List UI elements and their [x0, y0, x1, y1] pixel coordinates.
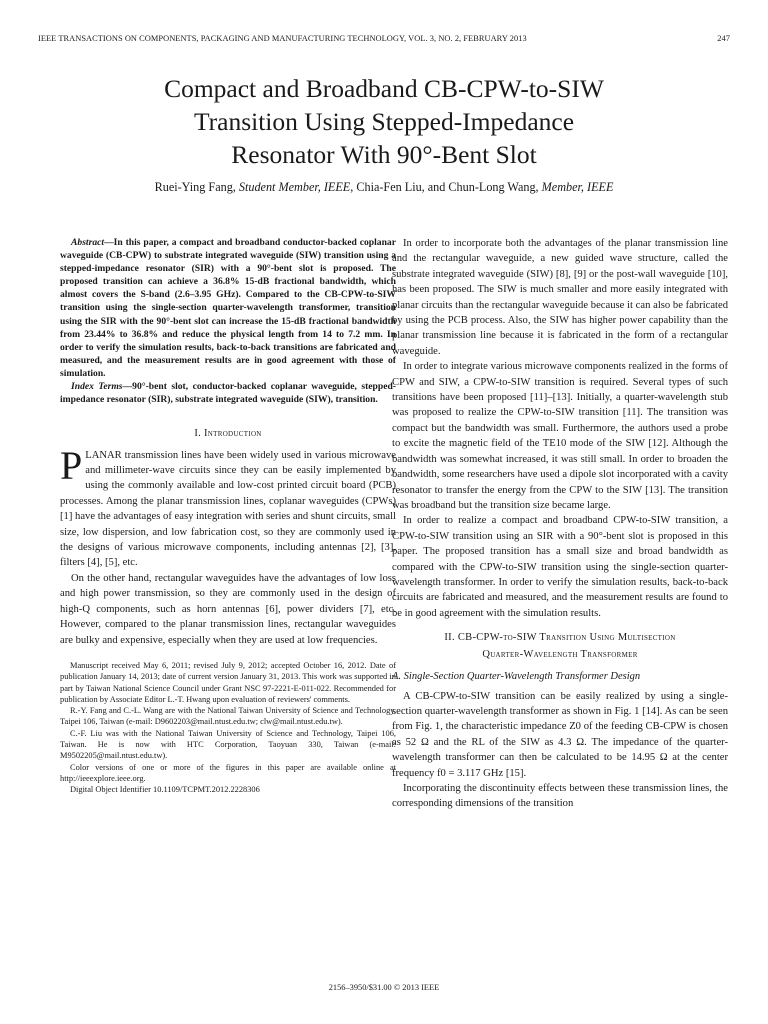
author-1: Ruei-Ying Fang, [154, 180, 236, 194]
title-line: Compact and Broadband CB-CPW-to-SIW [164, 74, 604, 103]
body-paragraph: Incorporating the discontinuity effects between these transmission lines, the corresponding dimensions of the transition [392, 783, 728, 810]
left-column [60, 236, 396, 795]
title-line: Transition Using Stepped-Impedance [193, 107, 575, 136]
body-paragraph: In order to incorporate both the advantages of the planar transmission line and the rectangular waveguide, a new guided wave structure, called the substrate integrated waveguide (SIW) [8], [9] or the post-wall waveguide [10], has been proposed. The SIW is much smaller and more easily integrated with planar circuits than the rectangular waveguide because it can also be fabricated by using the PCB process. Also, the SIW has higher power capability than the planar transmission line because it is fabricated in the form of a rectangular waveguide. [392, 238, 728, 357]
footnote: C.-F. Liu was with the National Taiwan University of Science and Technology, Taipei 106, Taiwan. He is now with HTC Corporation, Taoyuan 330, Taiwan (e-mail: M9502205@mail.ntust.edu.tw). [60, 728, 396, 761]
drop-cap: P [60, 442, 83, 488]
abstract [60, 236, 396, 380]
body-paragraph: On the other hand, rectangular waveguides have the advantages of low loss and high power transmission, so they are commonly used in the design of high-Q components, such as horn antennas [6], power dividers [7], etc. However, compared to the planar transmission lines, rectangular waveguides are bulky and expensive, especially when they are used at low frequencies. [60, 572, 396, 646]
body-paragraph: In order to integrate various microwave components realized in the forms of CPW and SIW, a CPW-to-SIW transition is required. Several types of such transitions have been proposed [11]–[13]. Initially, a quarter-wavelength stub was proposed to realize the CPW-to-SIW transition [11]. The transition was compact but the bandwidth was small. Furthermore, the authors used a probe to excite the magnetic field of the TE10 mode of the SIW [12]. Although the bandwidth was somewhat increased, it was still small. In order to broaden the bandwidth, some researchers have used a dipole slot incorporated with a cavity resonator to transfer the energy from the CPW to the SIW [13]. The transition was broadband but the transition size became large. [392, 361, 728, 511]
author-3-role: Member, IEEE [541, 180, 614, 194]
author-list [40, 180, 728, 195]
section-number: I. [194, 428, 202, 440]
section-2-heading [392, 629, 728, 663]
drop-cap-word: LANAR [85, 449, 122, 461]
abstract-label: Abstract [71, 237, 105, 248]
title-line: Resonator With 90°-Bent Slot [231, 140, 537, 169]
index-terms-label: Index Terms [71, 381, 123, 393]
footnote: R.-Y. Fang and C.-L. Wang are with the National Taiwan University of Science and Technology, Taipei 106, Taiwan (e-mail: D9602203@mail.ntust.edu.tw; clw@mail.ntust.edu.tw). [60, 706, 396, 727]
section-title: Introduction [204, 428, 262, 440]
section-title-line-1: CB-CPW-to-SIW Transition Using Multisection [457, 632, 676, 644]
copyright-line: 2156–3950/$31.00 © 2013 IEEE [328, 983, 440, 992]
footnote: Manuscript received May 6, 2011; revised July 9, 2012; accepted October 16, 2012. Date of publication January 14, 2013; date of current version January 31, 2013. This work was supported in part by Taiwan National Science Council under Grant NSC 97-2221-E-011-022. Recommended for publication by Associate Editor L.-T. Hwang upon evaluation of reviewers' comments. [60, 660, 396, 704]
intro-text: transmission lines have been widely used in various microwave and millimeter-wave circuits since they can be easily implemented by using the commonly available and low-cost printed circuit board (PCB) processes. Among the planar transmission lines, coplanar waveguides (CPWs) [1] have the advantages of easy integration with series and shunt circuits, small size, low dispersion, and low fabrication cost, so they are commonly used in the designs of various microwave components, including antennas [2], [3], filters [4], [5], etc. [60, 449, 396, 569]
body-paragraph: A CB-CPW-to-SIW transition can be easily realized by using a single-section quarter-wavelength transformer as shown in Fig. 1 [14]. As can be seen from Fig. 1, the characteristic impedance Z0 of the feeding CB-CPW is chosen as 52 Ω and the RL of the SIW as 4.3 Ω. The impedance of the quarter-wavelength transformer can then be calculated to be 14.95 Ω at the center frequency f0 = 3.117 GHz [15]. [392, 690, 728, 779]
footnotes [60, 660, 396, 796]
section-title-line-2: Quarter-Wavelength Transformer [482, 649, 638, 661]
footnote: Digital Object Identifier 10.1109/TCPMT.2012.2228306 [70, 785, 260, 795]
intro-paragraph [60, 442, 396, 571]
body-paragraph: In order to realize a compact and broadband CPW-to-SIW transition, a CPW-to-SIW transition using an SIR with a 90°-bent slot is proposed in this paper. The proposed transition has a small size and broad bandwidth as compared with the CPW-to-SIW transition using the single-section quarter-wavelength transformer. In order to verify the simulation results, back-to-back circuits are fabricated and measured, and the measurement results are found to be in good agreement with the simulation results. [392, 515, 728, 619]
subsection-heading: A. Single-Section Quarter-Wavelength Transformer Design [392, 671, 641, 683]
page-number: 247 [717, 34, 730, 43]
right-column [392, 236, 728, 812]
paper-title [60, 72, 708, 171]
running-header [38, 34, 730, 48]
section-number: II. [444, 632, 455, 644]
authors-2-3: , Chia-Fen Liu, and Chun-Long Wang, [350, 180, 539, 194]
author-1-role: Student Member, IEEE [238, 180, 351, 194]
footnote: Color versions of one or more of the figures in this paper are available online at http://ieeexplore.ieee.org. [60, 762, 396, 783]
index-terms-text: —90°-bent slot, conductor-backed coplanar waveguide, stepped-impedance resonator (SIR), substrate integrated waveguide (SIW), transition. [60, 381, 396, 406]
journal-name: IEEE TRANSACTIONS ON COMPONENTS, PACKAGING AND MANUFACTURING TECHNOLOGY, VOL. 3, NO. 2, FEBRUARY 2013 [38, 34, 527, 43]
section-1-heading [60, 426, 396, 441]
index-terms [60, 380, 396, 406]
abstract-text: —In this paper, a compact and broadband conductor-backed coplanar waveguide (CB-CPW) to substrate integrated waveguide (SIW) transition using a stepped-impedance resonator (SIR) with a 90°-bent slot is proposed. The proposed transition can achieve a 36.8% 15-dB fractional bandwidth, which almost covers the S-band (2.6–3.95 GHz). Compared to the CB-CPW-to-SIW transition using the single-section quarter-wavelength transformer, transition using the SIR with the 90°-bent slot can increase the 15-dB fractional bandwidth from 23.44% to 36.8% and reduce the physical length from 14 to 7.2 mm. In order to verify the simulation results, back-to-back transitions are fabricated and measured, and the measurement results are in good agreement with those of simulation. [60, 237, 396, 379]
